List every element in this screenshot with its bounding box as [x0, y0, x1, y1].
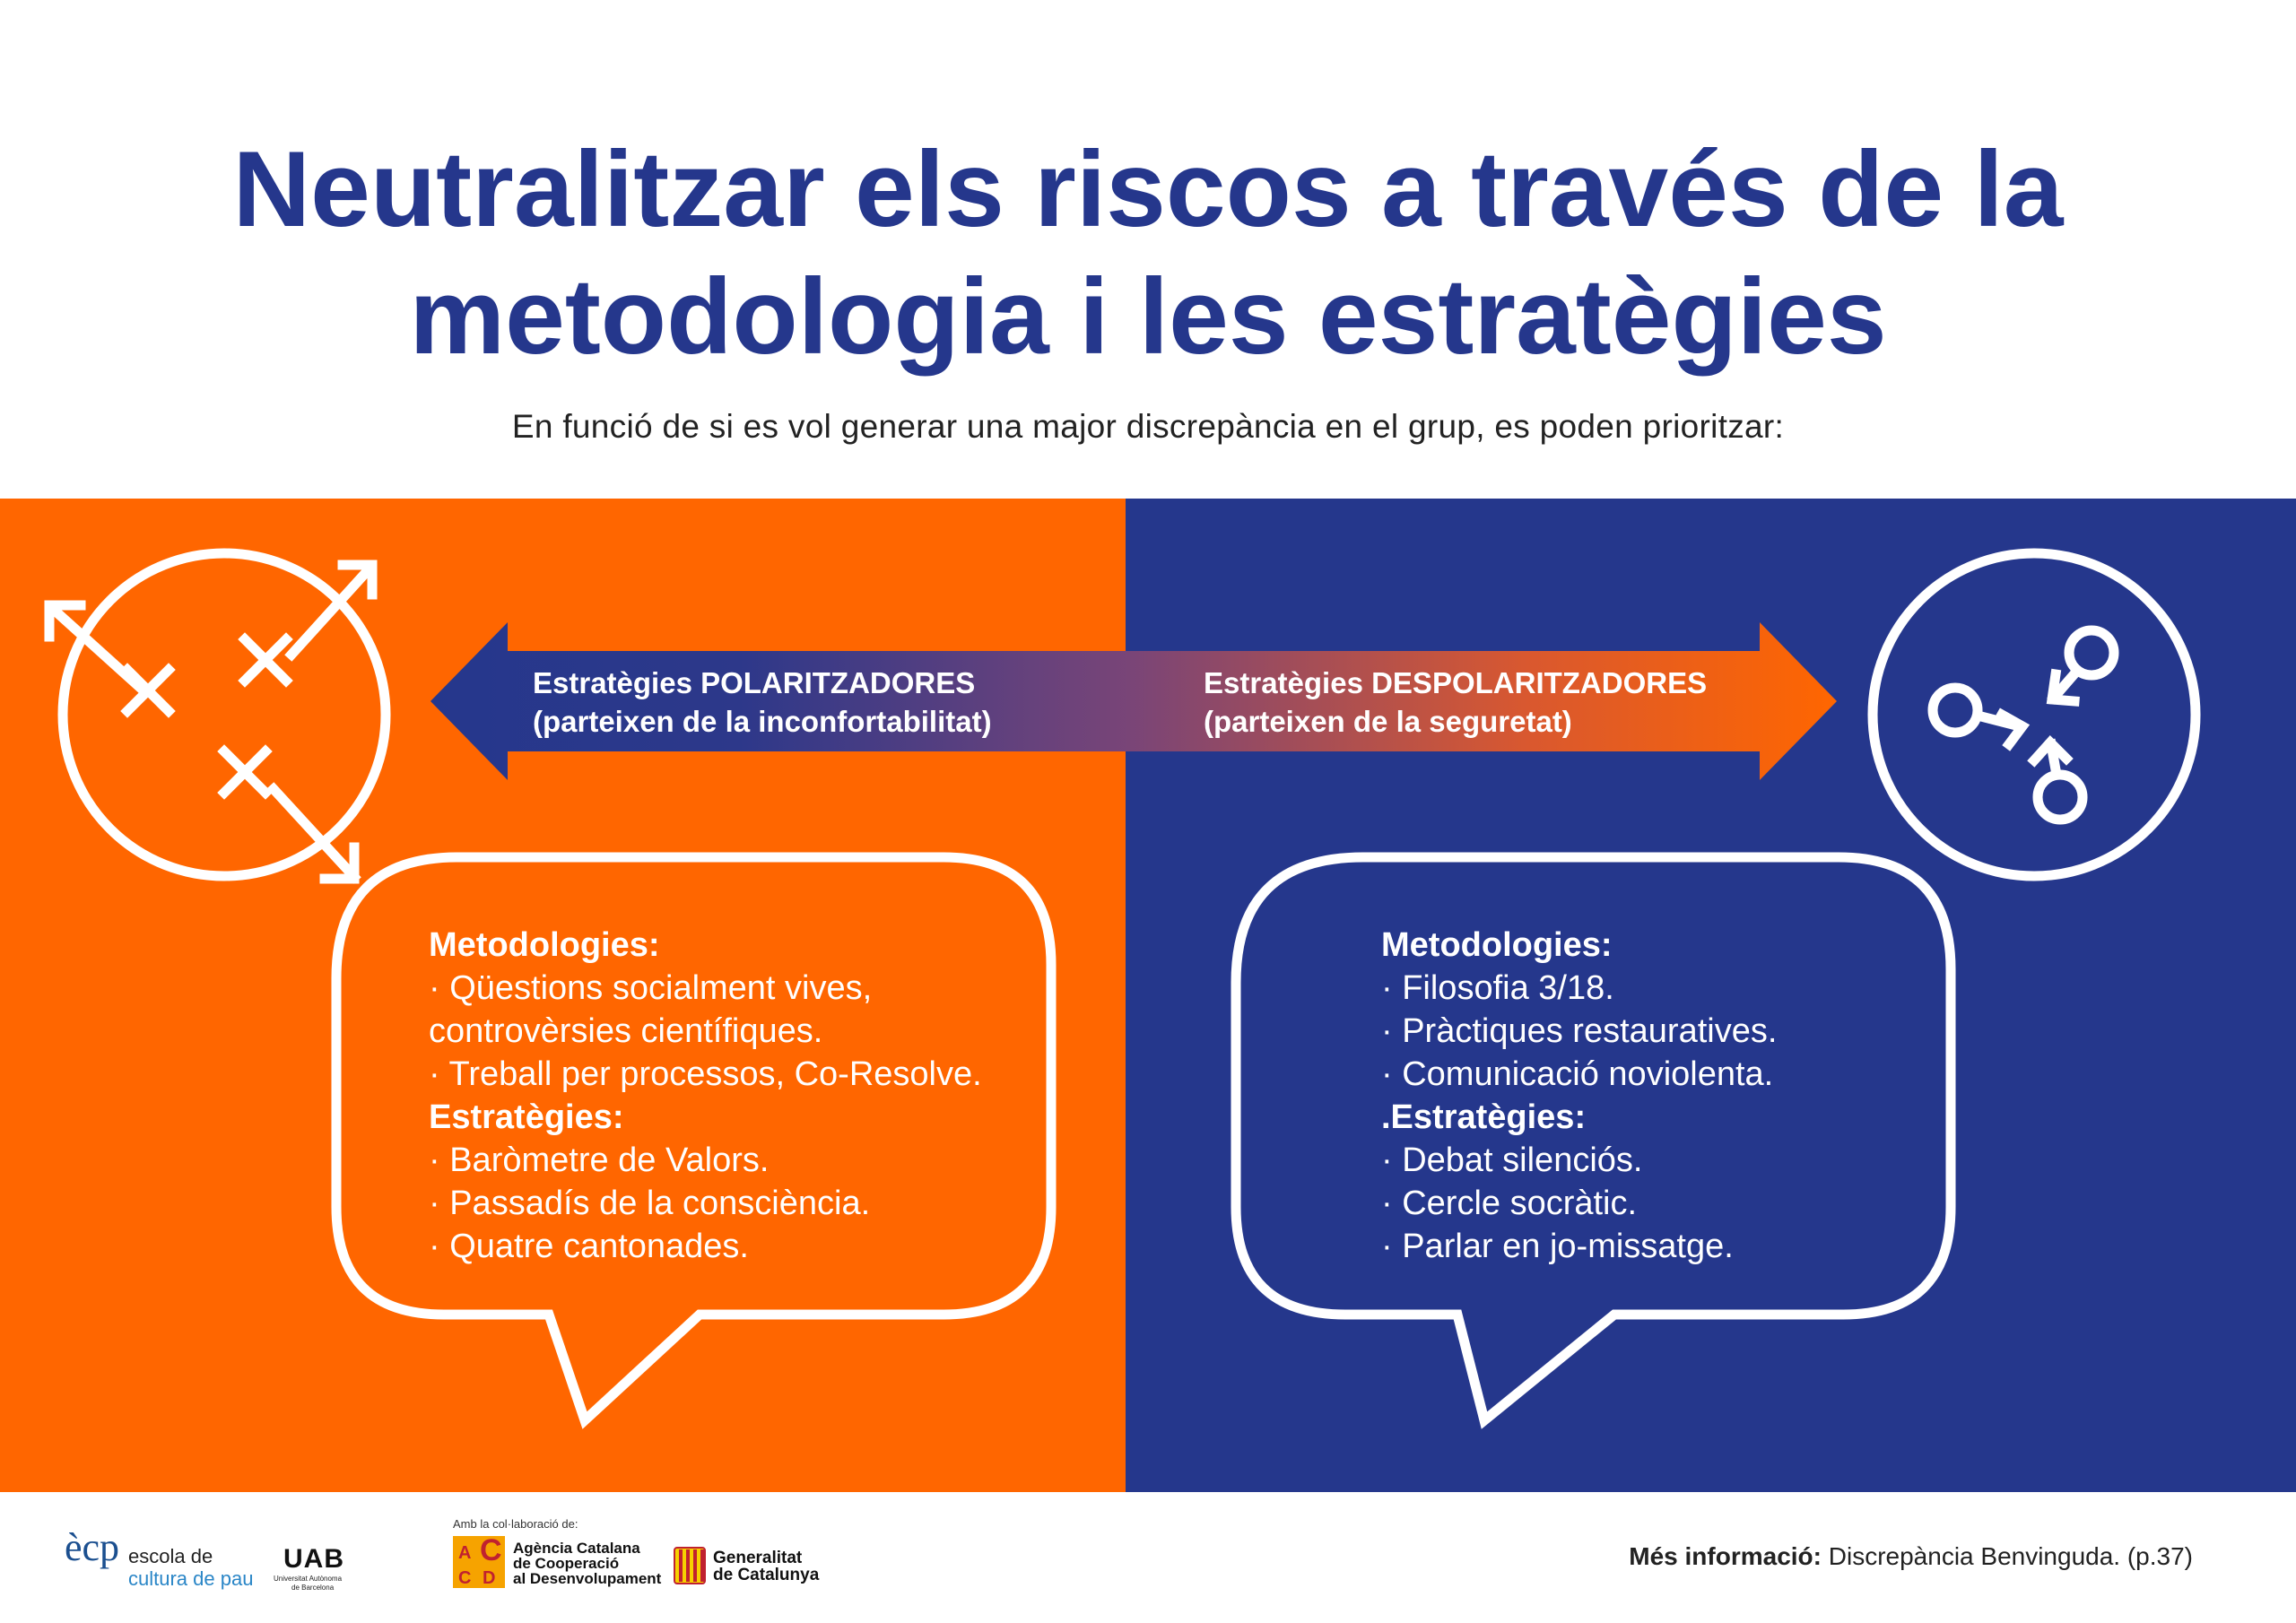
list-item: · Comunicació noviolenta.	[1381, 1055, 1774, 1093]
strategies-heading: .Estratègies:	[1381, 1098, 1587, 1136]
convergent-circles-icon	[1873, 553, 2196, 876]
subtitle: En funció de si es vol generar una major discrepància en el grup, es poden prioritzar:	[511, 408, 1785, 445]
list-item: · Debat silenciós.	[1381, 1141, 1643, 1179]
list-item: · Cercle socràtic.	[1381, 1185, 1638, 1222]
generalitat-line-2: de Catalunya	[713, 1566, 820, 1584]
accd-line-3: al Desenvolupament	[513, 1570, 662, 1587]
uab-sub-1: Universitat Autònoma	[274, 1575, 343, 1583]
accd-logo	[453, 1533, 505, 1588]
depolarizing-subtitle: (parteixen de la seguretat)	[1204, 705, 1572, 738]
list-item: · Qüestions socialment vives,	[429, 969, 873, 1007]
ecp-line-1: escola de	[128, 1545, 213, 1567]
collaboration-label: Amb la col·laboració de:	[453, 1517, 578, 1531]
title-line-2: metodologia i les estratègies	[409, 256, 1887, 377]
depolarizing-title: Estratègies DESPOLARITZADORES	[1204, 666, 1708, 699]
methodologies-heading: Metodologies:	[1381, 926, 1613, 964]
generalitat-logo	[674, 1548, 705, 1584]
list-item: · Parlar en jo-missatge.	[1381, 1228, 1734, 1265]
depolarizing-bubble-text	[1381, 924, 1777, 1268]
methodologies-heading: Metodologies:	[429, 926, 660, 964]
more-info	[1629, 1542, 2193, 1571]
list-item: · Treball per processos, Co-Resolve.	[429, 1055, 982, 1093]
strategies-heading: Estratègies:	[429, 1098, 624, 1136]
title-line-1: Neutralitzar els riscos a través de la	[232, 129, 2064, 249]
more-info-text: Discrepància Benvinguda. (p.37)	[1821, 1542, 2193, 1570]
svg-text:A: A	[458, 1543, 472, 1563]
list-item: · Quatre cantonades.	[429, 1228, 749, 1265]
polarizing-label	[533, 664, 992, 741]
generalitat-line-1: Generalitat	[713, 1549, 803, 1567]
ecp-line-2: cultura de pau	[128, 1567, 254, 1590]
svg-text:C: C	[480, 1533, 502, 1567]
accd-line-2: de Cooperació	[513, 1555, 620, 1572]
accd-line-1: Agència Catalana	[513, 1540, 640, 1557]
list-item: controvèrsies científiques.	[429, 1012, 823, 1050]
polarizing-bubble-text	[429, 924, 982, 1268]
depolarizing-label	[1204, 664, 1707, 741]
list-item: · Filosofia 3/18.	[1381, 969, 1614, 1007]
list-item: · Pràctiques restauratives.	[1381, 1012, 1778, 1050]
list-item: · Passadís de la consciència.	[429, 1185, 871, 1222]
svg-text:C: C	[458, 1568, 472, 1588]
list-item: · Baròmetre de Valors.	[429, 1141, 770, 1179]
polarizing-subtitle: (parteixen de la inconfortabilitat)	[533, 705, 992, 738]
svg-text:D: D	[483, 1568, 496, 1588]
more-info-label: Més informació:	[1629, 1542, 1822, 1570]
divergent-arrows-icon	[49, 553, 386, 879]
ecp-mark: ècp	[65, 1525, 120, 1569]
polarizing-title: Estratègies POLARITZADORES	[533, 666, 976, 699]
uab-sub-2: de Barcelona	[291, 1584, 335, 1592]
uab-mark: UAB	[283, 1544, 344, 1574]
